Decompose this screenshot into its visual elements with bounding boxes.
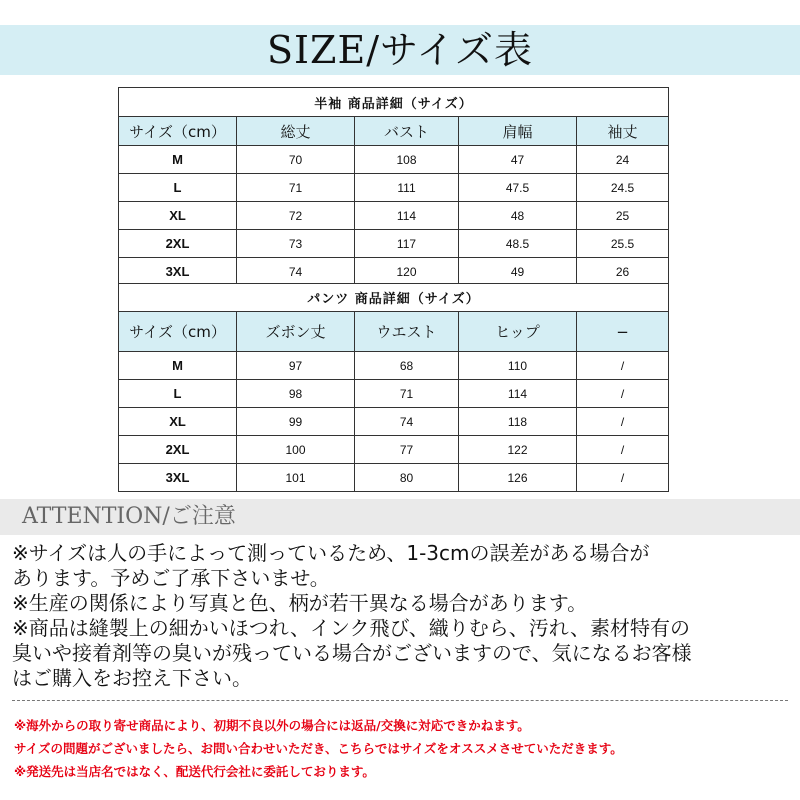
value-cell: 74 bbox=[237, 258, 355, 286]
value-cell: 70 bbox=[237, 146, 355, 174]
value-cell: 114 bbox=[459, 380, 577, 408]
value-cell: 108 bbox=[355, 146, 459, 174]
notice-line: ※海外からの取り寄せ商品により、初期不良以外の場合には返品/交換に対応できかねます。 bbox=[14, 718, 530, 733]
attention-title: ATTENTION/ご注意 bbox=[22, 504, 236, 529]
value-cell: 68 bbox=[355, 352, 459, 380]
value-cell: / bbox=[577, 464, 669, 492]
attention-notes bbox=[12, 541, 798, 691]
size-cell: L bbox=[119, 174, 237, 202]
size-cell: XL bbox=[119, 202, 237, 230]
value-cell: 74 bbox=[355, 408, 459, 436]
dashed-divider bbox=[12, 700, 788, 701]
value-cell: 110 bbox=[459, 352, 577, 380]
value-cell: 114 bbox=[355, 202, 459, 230]
size-cell: M bbox=[119, 146, 237, 174]
value-cell: 126 bbox=[459, 464, 577, 492]
value-cell: 48.5 bbox=[459, 230, 577, 258]
size-cell: M bbox=[119, 352, 237, 380]
value-cell: 77 bbox=[355, 436, 459, 464]
value-cell: / bbox=[577, 436, 669, 464]
size-cell: 3XL bbox=[119, 258, 237, 286]
table-row bbox=[119, 352, 669, 380]
shirt-header-size: サイズ（cm） bbox=[119, 117, 237, 146]
shirt-header-length: 総丈 bbox=[237, 117, 355, 146]
value-cell: 97 bbox=[237, 352, 355, 380]
value-cell: 117 bbox=[355, 230, 459, 258]
table-row bbox=[119, 408, 669, 436]
value-cell: 118 bbox=[459, 408, 577, 436]
value-cell: 25.5 bbox=[577, 230, 669, 258]
value-cell: 25 bbox=[577, 202, 669, 230]
value-cell: / bbox=[577, 380, 669, 408]
value-cell: 48 bbox=[459, 202, 577, 230]
shirt-table-caption: 半袖 商品詳細（サイズ） bbox=[119, 88, 669, 117]
value-cell: 71 bbox=[355, 380, 459, 408]
page-title: SIZE/サイズ表 bbox=[267, 28, 533, 72]
shirt-header-shoulder: 肩幅 bbox=[459, 117, 577, 146]
attention-line: 臭いや接着剤等の臭いが残っている場合がございますので、気になるお客様 bbox=[12, 641, 692, 665]
value-cell: 49 bbox=[459, 258, 577, 286]
pants-header-size: サイズ（cm） bbox=[119, 312, 237, 352]
size-cell: XL bbox=[119, 408, 237, 436]
table-row bbox=[119, 174, 669, 202]
notice-block bbox=[14, 714, 794, 783]
table-row bbox=[119, 146, 669, 174]
size-cell: 2XL bbox=[119, 436, 237, 464]
size-cell: L bbox=[119, 380, 237, 408]
value-cell: 72 bbox=[237, 202, 355, 230]
size-cell: 3XL bbox=[119, 464, 237, 492]
value-cell: 100 bbox=[237, 436, 355, 464]
pants-header-waist: ウエスト bbox=[355, 312, 459, 352]
value-cell: 47 bbox=[459, 146, 577, 174]
attention-line: はご購入をお控え下さい。 bbox=[12, 666, 252, 690]
pants-table-caption: パンツ 商品詳細（サイズ） bbox=[119, 284, 669, 312]
value-cell: 47.5 bbox=[459, 174, 577, 202]
value-cell: 98 bbox=[237, 380, 355, 408]
attention-line: ※商品は縫製上の細かいほつれ、インク飛び、織りむら、汚れ、素材特有の bbox=[12, 616, 690, 640]
value-cell: 73 bbox=[237, 230, 355, 258]
attention-line: ※生産の関係により写真と色、柄が若干異なる場合があります。 bbox=[12, 591, 588, 615]
value-cell: 111 bbox=[355, 174, 459, 202]
value-cell: 101 bbox=[237, 464, 355, 492]
pants-header-length: ズボン丈 bbox=[237, 312, 355, 352]
notice-line: サイズの問題がございましたら、お問い合わせいただき、こちらではサイズをオススメさせていただきます。 bbox=[14, 741, 623, 756]
value-cell: 24.5 bbox=[577, 174, 669, 202]
shirt-size-table bbox=[118, 87, 669, 286]
value-cell: 120 bbox=[355, 258, 459, 286]
shirt-header-sleeve: 袖丈 bbox=[577, 117, 669, 146]
table-row bbox=[119, 464, 669, 492]
table-row bbox=[119, 202, 669, 230]
value-cell: / bbox=[577, 408, 669, 436]
size-cell: 2XL bbox=[119, 230, 237, 258]
table-row bbox=[119, 230, 669, 258]
pants-header-none: − bbox=[577, 312, 669, 352]
table-row bbox=[119, 258, 669, 286]
attention-line: あります。予めご了承下さいませ。 bbox=[12, 566, 330, 590]
value-cell: 80 bbox=[355, 464, 459, 492]
table-row bbox=[119, 436, 669, 464]
notice-line: ※発送先は当店名ではなく、配送代行会社に委託しております。 bbox=[14, 764, 375, 779]
value-cell: 71 bbox=[237, 174, 355, 202]
value-cell: / bbox=[577, 352, 669, 380]
value-cell: 26 bbox=[577, 258, 669, 286]
pants-header-hip: ヒップ bbox=[459, 312, 577, 352]
value-cell: 24 bbox=[577, 146, 669, 174]
attention-line: ※サイズは人の手によって測っているため、1-3cmの誤差がある場合が bbox=[12, 541, 650, 565]
shirt-header-bust: バスト bbox=[355, 117, 459, 146]
value-cell: 122 bbox=[459, 436, 577, 464]
table-row bbox=[119, 380, 669, 408]
value-cell: 99 bbox=[237, 408, 355, 436]
pants-size-table bbox=[118, 283, 669, 492]
